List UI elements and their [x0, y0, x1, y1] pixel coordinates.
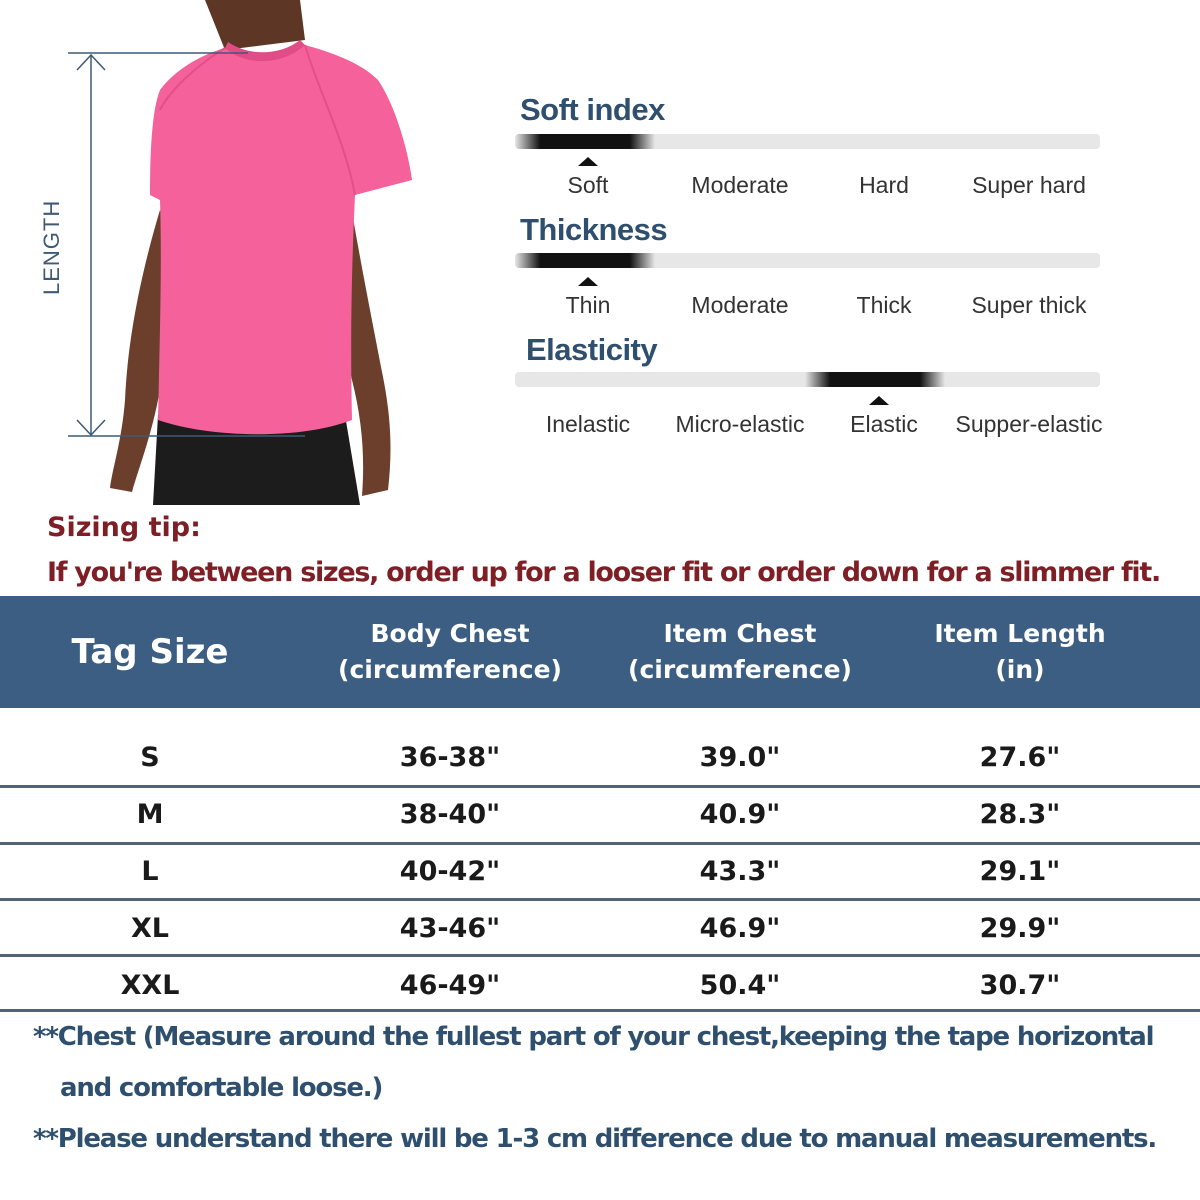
elasticity-option: Elastic [850, 411, 918, 437]
cell-item-length: 29.1" [979, 855, 1061, 887]
cell-item-length: 27.6" [979, 741, 1061, 773]
soft-index-option: Super hard [972, 172, 1086, 198]
header-item-length [870, 596, 1170, 708]
sizing-tip-title: Sizing tip: [47, 512, 201, 543]
thickness-option: Super thick [971, 292, 1087, 318]
thickness-highlight [515, 253, 655, 268]
table-row [0, 786, 1200, 842]
soft-index-highlight [515, 134, 655, 149]
cell-tag-size: XL [130, 912, 170, 944]
cell-body-chest: 46-49" [399, 969, 501, 1001]
header-tag-size [0, 596, 300, 708]
cell-item-chest: 43.3" [699, 855, 781, 887]
product-photo [0, 0, 480, 505]
measurement-note: **Please understand there will be 1-3 cm difference due to manual measurements. [33, 1124, 1157, 1154]
thickness-scale [515, 253, 1100, 268]
cell-item-chest: 39.0" [699, 741, 781, 773]
table-row [0, 843, 1200, 899]
cell-body-chest: 43-46" [399, 912, 501, 944]
soft-index-title: Soft index [520, 92, 665, 127]
size-table-header [0, 596, 1200, 708]
header-body-chest-line2: (circumference) [338, 655, 562, 684]
chest-note-line1: **Chest (Measure around the fullest part of your chest,keeping the tape horizontal [33, 1022, 1154, 1052]
cell-item-chest: 46.9" [699, 912, 781, 944]
cell-item-length: 28.3" [979, 798, 1061, 830]
header-tag-size-label: Tag Size [71, 632, 229, 672]
thickness-marker-icon [578, 277, 598, 286]
chest-note-line2: and comfortable loose.) [60, 1073, 383, 1103]
cell-body-chest: 36-38" [399, 741, 501, 773]
sizing-tip-text: If you're between sizes, order up for a looser fit or order down for a slimmer fit. [47, 557, 1160, 588]
cell-body-chest: 40-42" [399, 855, 501, 887]
soft-index-option: Soft [567, 172, 609, 198]
soft-index-option: Moderate [691, 172, 789, 198]
elasticity-scale [515, 372, 1100, 387]
cell-item-length: 30.7" [979, 969, 1061, 1001]
elasticity-option: Micro-elastic [675, 411, 805, 437]
elasticity-highlight [805, 372, 945, 387]
cell-item-length: 29.9" [979, 912, 1061, 944]
elasticity-option: Supper-elastic [955, 411, 1103, 437]
model-tshirt-illustration [0, 0, 480, 505]
header-item-length-line1: Item Length [934, 619, 1106, 648]
header-item-chest [590, 596, 890, 708]
elasticity-marker-icon [869, 396, 889, 405]
thickness-title: Thickness [520, 212, 668, 247]
header-item-chest-line1: Item Chest [663, 619, 817, 648]
header-body-chest [300, 596, 600, 708]
soft-index-marker-icon [578, 157, 598, 166]
header-body-chest-line1: Body Chest [370, 619, 530, 648]
cell-body-chest: 38-40" [399, 798, 501, 830]
header-item-chest-line2: (circumference) [628, 655, 852, 684]
cell-tag-size: S [140, 741, 160, 773]
row-divider [0, 1009, 1200, 1012]
cell-tag-size: M [136, 798, 164, 830]
table-row [0, 957, 1200, 1013]
thickness-option: Thick [856, 292, 912, 318]
soft-index-option: Hard [859, 172, 909, 198]
cell-tag-size: L [141, 855, 159, 887]
elasticity-option: Inelastic [545, 411, 631, 437]
cell-tag-size: XXL [120, 969, 180, 1001]
thickness-option: Thin [565, 292, 611, 318]
table-row [0, 729, 1200, 785]
length-label: LENGTH [39, 199, 64, 295]
cell-item-chest: 40.9" [699, 798, 781, 830]
table-row [0, 900, 1200, 956]
thickness-option: Moderate [691, 292, 789, 318]
header-item-length-line2: (in) [995, 655, 1045, 684]
elasticity-title: Elasticity [526, 332, 658, 367]
soft-index-scale [515, 134, 1100, 149]
cell-item-chest: 50.4" [699, 969, 781, 1001]
